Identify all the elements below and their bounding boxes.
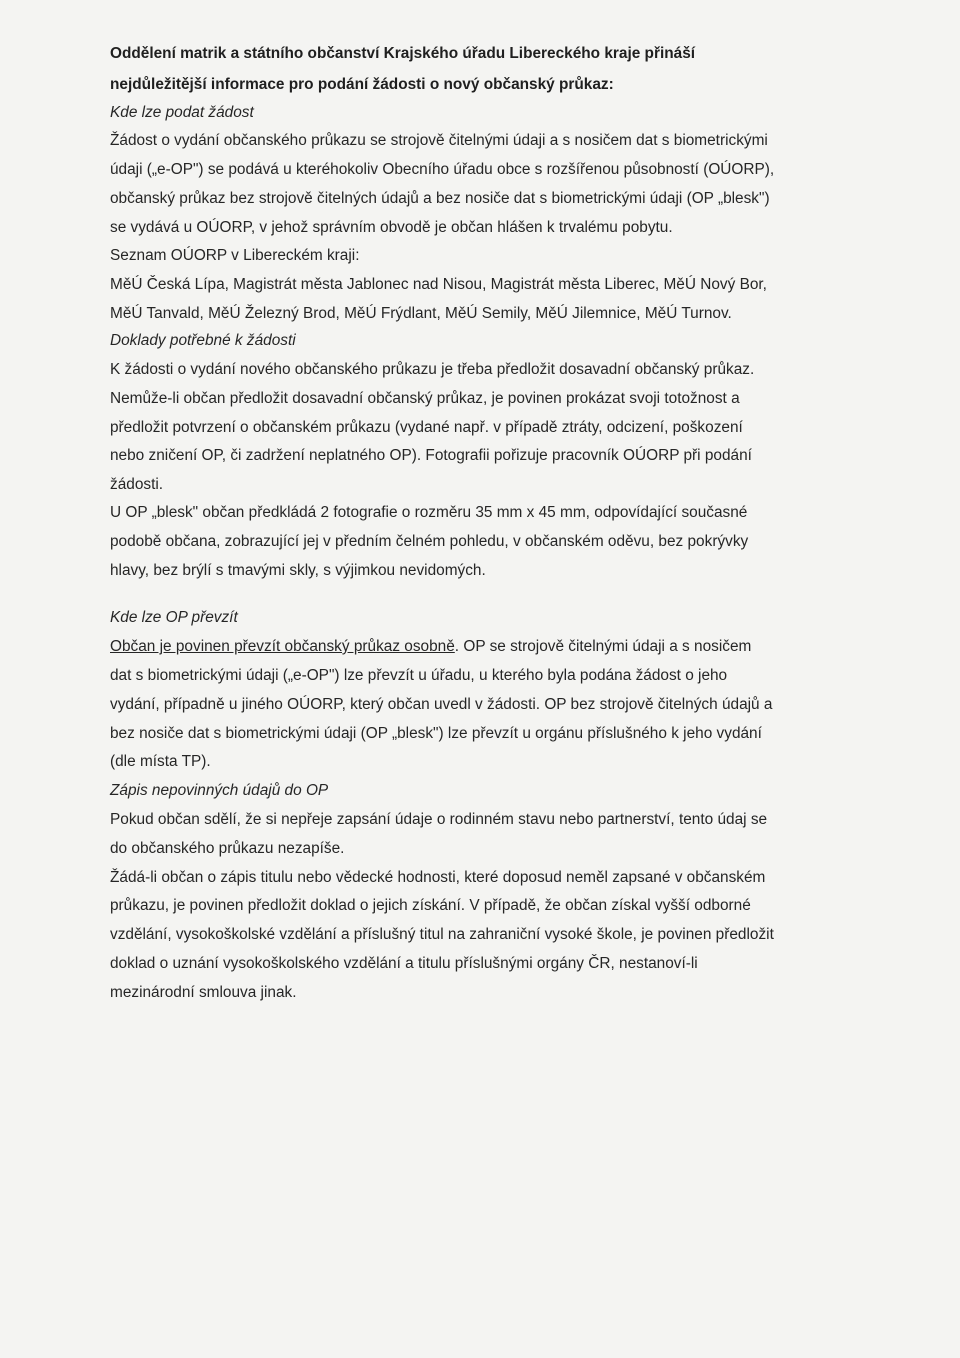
paragraph-line: nebo zničení OP, či zadržení neplatného OP). Fotografii pořizuje pracovník OÚORP při podání bbox=[110, 447, 752, 464]
paragraph-line bbox=[110, 638, 751, 656]
paragraph-line: Žádost o vydání občanského průkazu se strojově čitelnými údaji a s nosičem dat s biometrickými bbox=[110, 132, 768, 149]
paragraph-line: se vydává u OÚORP, v jehož správním obvodě je občan hlášen k trvalému pobytu. bbox=[110, 219, 673, 236]
section-heading-optional-data: Zápis nepovinných údajů do OP bbox=[110, 782, 329, 799]
underlined-text: Občan je povinen převzít občanský průkaz osobně bbox=[110, 638, 455, 655]
paragraph-line: doklad o uznání vysokoškolského vzdělání a titulu příslušnými orgány ČR, nestanoví-li bbox=[110, 955, 698, 972]
paragraph-line: Žádá-li občan o zápis titulu nebo vědecké hodnosti, které doposud neměl zapsané v občanském bbox=[110, 869, 766, 886]
paragraph-line: (dle místa TP). bbox=[110, 753, 211, 770]
paragraph-line: dat s biometrickými údaji („e-OP") lze převzít u úřadu, u kterého byla podána žádost o jeho bbox=[110, 667, 728, 684]
paragraph-line: vzdělání, vysokoškolské vzdělání a příslušný titul na zahraniční vysoké škole, je povinen předložit bbox=[110, 926, 774, 943]
section-heading-documents: Doklady potřebné k žádosti bbox=[110, 332, 296, 349]
paragraph-line: občanský průkaz bez strojově čitelných údajů a bez nosiče dat s biometrickými údaji (OP „blesk") bbox=[110, 190, 770, 207]
paragraph-line: hlavy, bez brýlí s tmavými skly, s výjimkou nevidomých. bbox=[110, 562, 486, 579]
paragraph-text: . OP se strojově čitelnými údaji a s nosičem bbox=[454, 638, 752, 655]
paragraph-line: podobě občana, zobrazující jej v předním čelném pohledu, v občanském oděvu, bez pokrývky bbox=[110, 533, 749, 550]
paragraph-line: Nemůže-li občan předložit dosavadní občanský průkaz, je povinen prokázat svoji totožnost a bbox=[110, 390, 740, 407]
paragraph-line: MěÚ Tanvald, MěÚ Železný Brod, MěÚ Frýdlant, MěÚ Semily, MěÚ Jilemnice, MěÚ Turnov. bbox=[110, 305, 732, 322]
paragraph-line: žádosti. bbox=[110, 476, 164, 493]
paragraph-line: Seznam OÚORP v Libereckém kraji: bbox=[110, 247, 360, 264]
paragraph-line: bez nosiče dat s biometrickými údaji (OP „blesk") lze převzít u orgánu příslušného k jeho vydání bbox=[110, 725, 762, 742]
paragraph-line: předložit potvrzení o občanském průkazu (vydané např. v případě ztráty, odcizení, poškození bbox=[110, 419, 743, 436]
paragraph-line: MěÚ Česká Lípa, Magistrát města Jablonec nad Nisou, Magistrát města Liberec, MěÚ Nový Bor, bbox=[110, 276, 767, 293]
paragraph-line: do občanského průkazu nezapíše. bbox=[110, 840, 345, 857]
paragraph-line: Pokud občan sdělí, že si nepřeje zapsání údaje o rodinném stavu nebo partnerství, tento údaj se bbox=[110, 811, 768, 828]
paragraph-line: mezinárodní smlouva jinak. bbox=[110, 984, 297, 1001]
section-heading-pickup: Kde lze OP převzít bbox=[110, 609, 238, 626]
paragraph-line: U OP „blesk" občan předkládá 2 fotografie o rozměru 35 mm x 45 mm, odpovídající současné bbox=[110, 504, 748, 521]
paragraph-line: vydání, případně u jiného OÚORP, který občan uvedl v žádosti. OP bez strojově čitelných údajů a bbox=[110, 696, 773, 713]
paragraph-line: K žádosti o vydání nového občanského průkazu je třeba předložit dosavadní občanský průkaz. bbox=[110, 361, 755, 378]
section-heading-where-to-apply: Kde lze podat žádost bbox=[110, 104, 254, 121]
title-line-2: nejdůležitější informace pro podání žádosti o nový občanský průkaz: bbox=[110, 76, 614, 93]
title-line-1: Oddělení matrik a státního občanství Krajského úřadu Libereckého kraje přináší bbox=[110, 45, 696, 62]
paragraph-line: průkazu, je povinen předložit doklad o jejich získání. V případě, že občan získal vyšší odborné bbox=[110, 897, 751, 914]
paragraph-line: údaji („e-OP") se podává u kteréhokoliv Obecního úřadu obce s rozšířenou působností (OÚORP), bbox=[110, 161, 775, 178]
